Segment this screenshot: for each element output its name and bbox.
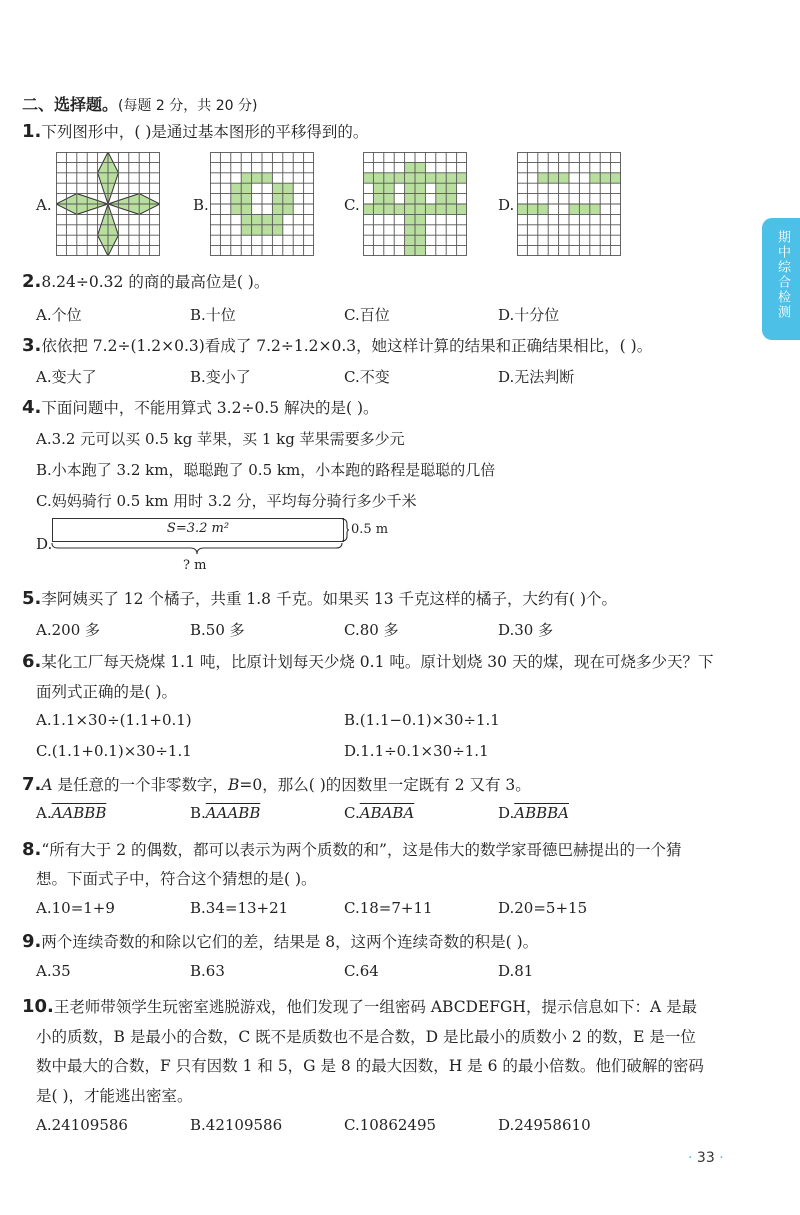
- question-text: 两个连续奇数的和除以它们的差，结果是 8，这两个连续奇数的积是( )。: [41, 933, 539, 951]
- question-5: [22, 587, 617, 609]
- option-value: ABABA: [359, 804, 415, 822]
- option-c[interactable]: C.(1.1+0.1)×30÷1.1: [36, 742, 192, 760]
- option-b[interactable]: B.小本跑了 3.2 km，聪聪跑了 0.5 km，小本跑的路程是聪聪的几倍: [36, 461, 496, 479]
- rectangle-diagram: [52, 518, 344, 542]
- option-a[interactable]: [36, 804, 106, 822]
- question-number: 2.: [22, 271, 42, 292]
- side-tab-label: 期中综合检测: [775, 230, 790, 320]
- page-number-text: 33: [696, 1150, 715, 1166]
- question-6: [22, 650, 713, 672]
- question-text: 下面问题中，不能用算式 3.2÷0.5 解决的是( )。: [41, 399, 379, 417]
- var-b: B: [228, 776, 240, 794]
- question-number: 9.: [22, 931, 42, 952]
- question-10: [22, 995, 697, 1017]
- option-b[interactable]: B.50 多: [190, 621, 245, 639]
- var-a: A: [41, 776, 53, 794]
- option-d[interactable]: D.无法判断: [498, 368, 575, 386]
- option-c[interactable]: C.18=7+11: [344, 899, 433, 917]
- option-a[interactable]: A.10=1+9: [36, 899, 115, 917]
- section-title: [22, 92, 257, 115]
- question-text-line4: 是( )，才能逃出密室。: [36, 1087, 193, 1105]
- question-text: “所有大于 2 的偶数，都可以表示为两个质数的和”，这是伟大的数学家哥德巴赫提出的一个猜: [41, 841, 682, 859]
- question-text-cont: 面列式正确的是( )。: [36, 683, 178, 701]
- option-prefix: C.: [344, 804, 360, 822]
- option-value: AAABB: [205, 804, 261, 822]
- grid-figure-a: [56, 152, 160, 256]
- option-c[interactable]: C.妈妈骑行 0.5 km 用时 3.2 分，平均每分骑行多少千米: [36, 492, 417, 510]
- question-7: [22, 773, 531, 795]
- option-b[interactable]: B.变小了: [190, 368, 251, 386]
- grid-figure-d: [517, 152, 621, 256]
- section-note: (每题 2 分，共 20 分): [118, 98, 258, 114]
- page-dot-left: ·: [688, 1150, 693, 1166]
- option-a[interactable]: A.35: [36, 962, 71, 980]
- question-number: 6.: [22, 651, 42, 672]
- option-d[interactable]: D.24958610: [498, 1116, 591, 1134]
- question-number: 7.: [22, 774, 42, 795]
- option-d-label: D.: [498, 196, 515, 214]
- option-d[interactable]: D.十分位: [498, 306, 560, 324]
- option-b[interactable]: B.63: [190, 962, 225, 980]
- question-number: 5.: [22, 588, 42, 609]
- question-text-2: =0，那么( )的因数里一定既有 2 又有 3。: [239, 776, 531, 794]
- rectangle-length-label: ? m: [183, 558, 207, 573]
- question-9: [22, 930, 538, 952]
- option-d[interactable]: D.1.1÷0.1×30÷1.1: [344, 742, 489, 760]
- question-number: 10.: [22, 996, 54, 1017]
- option-a[interactable]: A.个位: [36, 306, 82, 324]
- option-d[interactable]: D.: [36, 535, 53, 553]
- option-a[interactable]: A.变大了: [36, 368, 97, 386]
- option-a[interactable]: A.1.1×30÷(1.1+0.1): [36, 711, 192, 729]
- question-text: 8.24÷0.32 的商的最高位是( )。: [41, 273, 270, 291]
- question-text: 某化工厂每天烧煤 1.1 吨，比原计划每天少烧 0.1 吨。原计划烧 30 天的煤，现在可烧多少天？下: [41, 653, 714, 671]
- side-tab: [762, 218, 800, 340]
- question-text-line3: 数中最大的合数，F 只有因数 1 和 5，G 是 8 的最大因数，H 是 6 的最小倍数。他们破解的密码: [36, 1057, 704, 1075]
- option-b[interactable]: B.十位: [190, 306, 236, 324]
- question-text: 下列图形中，( )是通过基本图形的平移得到的。: [41, 123, 369, 141]
- option-c[interactable]: [344, 804, 414, 822]
- grid-figure-b: [210, 152, 314, 256]
- option-b[interactable]: B.(1.1−0.1)×30÷1.1: [344, 711, 500, 729]
- option-a-label: A.: [36, 196, 52, 214]
- grid-figure-c: [363, 152, 467, 256]
- question-number: 8.: [22, 839, 42, 860]
- option-prefix: D.: [498, 804, 515, 822]
- question-text: 李阿姨买了 12 个橘子，共重 1.8 千克。如果买 13 千克这样的橘子，大约有( )个。: [41, 590, 618, 608]
- right-brace: [340, 518, 350, 542]
- option-a[interactable]: A.3.2 元可以买 0.5 kg 苹果，买 1 kg 苹果需要多少元: [36, 430, 405, 448]
- question-2: [22, 270, 269, 292]
- section-title-text: 二、选择题。: [22, 95, 119, 114]
- question-number: 4.: [22, 397, 42, 418]
- question-text: 依依把 7.2÷(1.2×0.3)看成了 7.2÷1.2×0.3，她这样计算的结果和正确结果相比，( )。: [41, 337, 653, 355]
- question-8: [22, 838, 681, 860]
- question-number: 1.: [22, 121, 42, 142]
- page-number: [688, 1150, 724, 1166]
- option-d[interactable]: [498, 804, 569, 822]
- option-b[interactable]: B.34=13+21: [190, 899, 289, 917]
- question-text-line2: 小的质数，B 是最小的合数，C 既不是质数也不是合数，D 是比最小的质数小 2 的数，E 是一位: [36, 1028, 696, 1046]
- option-c[interactable]: C.64: [344, 962, 379, 980]
- question-text: 王老师带领学生玩密室逃脱游戏，他们发现了一组密码 ABCDEFGH，提示信息如下：A 是最: [53, 998, 698, 1016]
- question-number: 3.: [22, 335, 42, 356]
- option-d[interactable]: D.81: [498, 962, 534, 980]
- option-prefix: A.: [36, 804, 52, 822]
- bottom-brace: [50, 541, 344, 557]
- option-b[interactable]: B.42109586: [190, 1116, 283, 1134]
- option-a[interactable]: A.24109586: [36, 1116, 128, 1134]
- option-value: ABBBA: [514, 804, 569, 822]
- option-c[interactable]: C.不变: [344, 368, 390, 386]
- page-dot-right: ·: [719, 1150, 724, 1166]
- option-d[interactable]: D.30 多: [498, 621, 554, 639]
- option-b-label: B.: [193, 196, 209, 214]
- rectangle-width-label: 0.5 m: [351, 522, 389, 537]
- option-prefix: B.: [190, 804, 206, 822]
- option-b[interactable]: [190, 804, 260, 822]
- option-a[interactable]: A.200 多: [36, 621, 100, 639]
- option-c[interactable]: C.80 多: [344, 621, 399, 639]
- question-1: [22, 120, 368, 142]
- question-text-cont: 想。下面式子中，符合这个猜想的是( )。: [36, 870, 317, 888]
- question-4: [22, 396, 379, 418]
- option-c-label: C.: [344, 196, 360, 214]
- option-c[interactable]: C.百位: [344, 306, 390, 324]
- option-c[interactable]: C.10862495: [344, 1116, 437, 1134]
- question-text: 是任意的一个非零数字，: [52, 776, 229, 794]
- option-d[interactable]: D.20=5+15: [498, 899, 588, 917]
- question-3: [22, 334, 652, 356]
- rectangle-area-label: S=3.2 m²: [166, 521, 230, 536]
- option-value: AABBB: [51, 804, 107, 822]
